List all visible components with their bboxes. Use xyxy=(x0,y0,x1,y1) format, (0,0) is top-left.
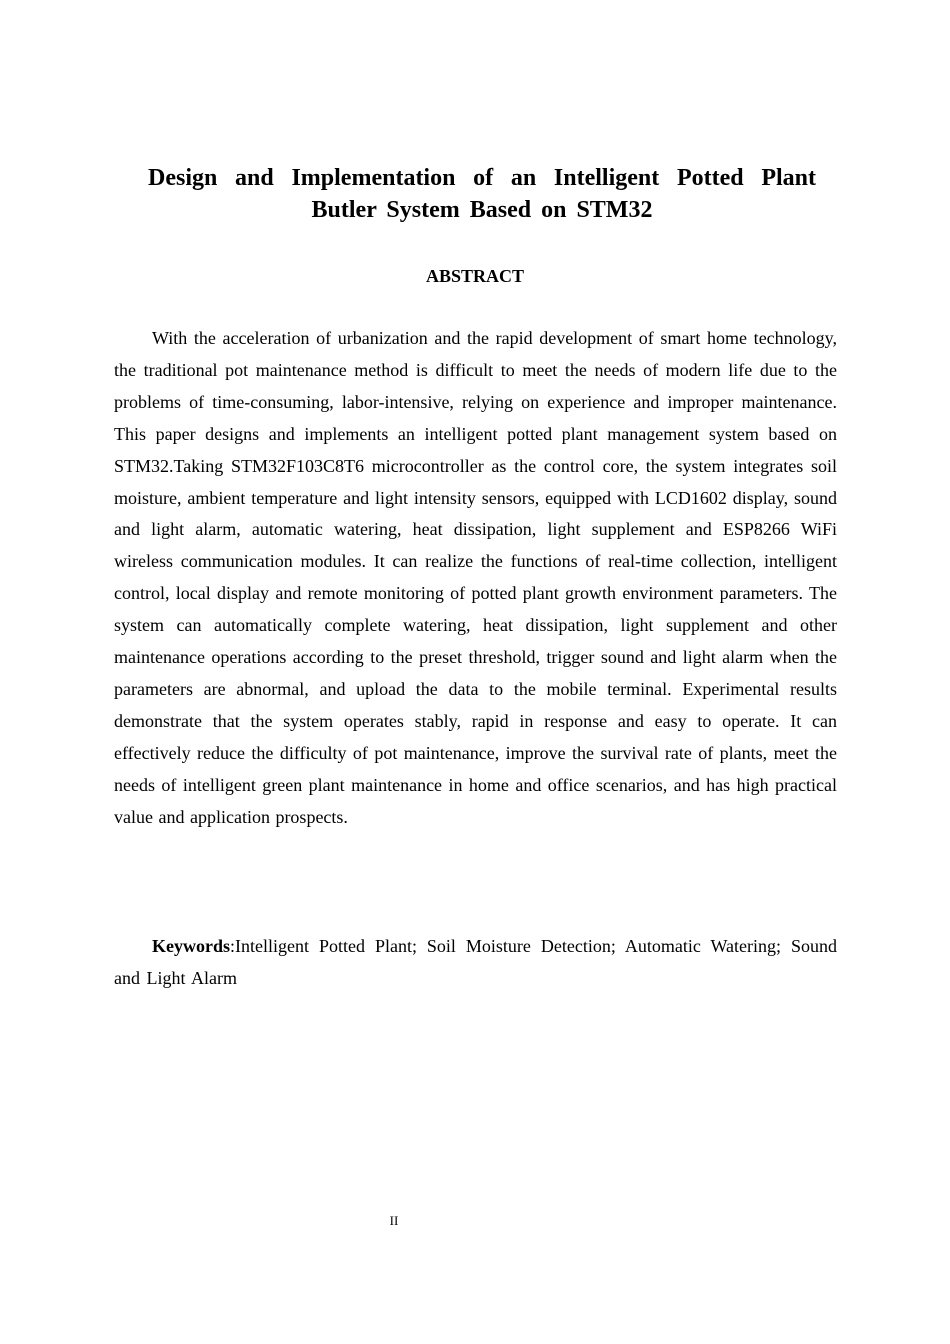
paper-title: Design and Implementation of an Intelligent Potted Plant Butler System Based on STM32 xyxy=(148,165,816,223)
abstract-body: With the acceleration of urbanization and the rapid development of smart home technology, the traditional pot maintenance method is difficult to meet the needs of modern life due to the problems of time-consuming, labor-intensive, relying on experience and improper maintenance. This paper designs and implements an intelligent potted plant management system based on STM32.Taking STM32F103C8T6 microcontroller as the control core, the system integrates soil moisture, ambient temperature and light intensity sensors, equipped with LCD1602 display, sound and light alarm, automatic watering, heat dissipation, light supplement and ESP8266 WiFi wireless communication modules. It can realize the functions of real-time collection, intelligent control, local display and remote monitoring of potted plant growth environment parameters. The system can automatically complete watering, heat dissipation, light supplement and other maintenance operations according to the preset threshold, trigger sound and light alarm when the parameters are abnormal, and upload the data to the mobile terminal. Experimental results demonstrate that the system operates stably, rapid in response and easy to operate. It can effectively reduce the difficulty of pot maintenance, improve the survival rate of plants, meet the needs of intelligent green plant maintenance in home and office scenarios, and has high practical value and application prospects. xyxy=(114,328,837,827)
keywords-list: :Intelligent Potted Plant; Soil Moisture Detection; Automatic Watering; Sound and Light Alarm xyxy=(114,936,837,988)
keywords-paragraph xyxy=(114,930,837,994)
page-number: II xyxy=(389,1213,399,1228)
keywords-label: Keywords xyxy=(152,936,230,956)
abstract-heading: ABSTRACT xyxy=(425,266,525,286)
